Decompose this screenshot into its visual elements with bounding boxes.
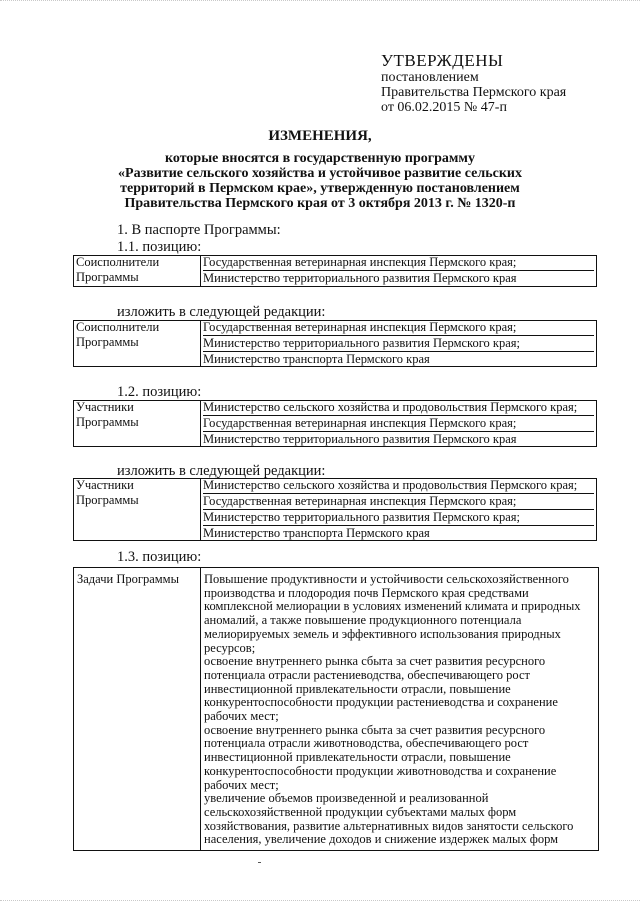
restate-label: изложить в следующей редакции: [117, 463, 326, 479]
item-1-1-table [73, 255, 597, 287]
position-name-cell [74, 479, 201, 541]
cell-text: Соисполнители [76, 255, 160, 269]
text-line: сельскохозяйственной продукции субъектами малых форм [204, 804, 517, 819]
cell-line: Министерство территориального развития Пермского края; [203, 511, 594, 526]
task-paragraph [204, 573, 595, 655]
cell-line: Министерство территориального развития Пермского края [203, 271, 517, 285]
position-name-cell [74, 321, 201, 367]
cell-text: Программы [76, 335, 139, 349]
approval-block [381, 52, 631, 115]
cell-text: Соисполнители [76, 320, 160, 334]
cell-line: Министерство транспорта Пермского края [203, 526, 430, 540]
task-paragraph [204, 655, 595, 724]
text-line: аномалий, а также повышение продукционного потенциала [204, 613, 522, 628]
position-name-cell: Задачи Программы [74, 568, 201, 851]
cell-line: Министерство сельского хозяйства и продовольствия Пермского края; [203, 401, 594, 416]
cell-text: Программы [76, 415, 139, 429]
cell-line: Министерство территориального развития Пермского края [203, 432, 517, 446]
cell-line: Государственная ветеринарная инспекция Пермского края; [203, 495, 594, 510]
text-line: ресурсов; [204, 640, 256, 655]
cell-line: Министерство сельского хозяйства и продовольствия Пермского края; [203, 479, 594, 494]
text-line: производства и плодородия почв Пермского края средствами [204, 585, 529, 600]
text-line: хозяйствования, развитие альтернативных видов занятости сельского [204, 818, 574, 833]
title-line: которые вносятся в государственную программу [165, 151, 475, 166]
text-line: освоение внутреннего рынка сбыта за счет развития ресурсного [204, 722, 546, 737]
approval-line: Правительства Пермского края [381, 85, 567, 100]
cell-text: Программы [76, 270, 139, 284]
top-scan-border [0, 0, 640, 3]
text-line: инвестиционной привлекательности отрасли, повышение [204, 681, 511, 696]
text-line: мелиорируемых земель и эффективного использования природных [204, 626, 561, 641]
text-line: освоение внутреннего рынка сбыта за счет развития ресурсного [204, 654, 546, 669]
restate-label: изложить в следующей редакции: [117, 304, 326, 320]
item-1-3-label: 1.3. позицию: [117, 549, 202, 565]
item-1-2-table [73, 400, 597, 447]
title-line: Правительства Пермского края от 3 октября 2013 г. № 1320-п [124, 196, 516, 211]
position-value-cell [201, 568, 599, 851]
cell-text: Участники [76, 400, 134, 414]
position-value-cell [201, 401, 597, 447]
item-1-2-new-table [73, 478, 597, 541]
text-line: рабочих мест; [204, 709, 279, 724]
text-line: населения, увеличение доходов и снижение издержек малых форм [204, 832, 559, 847]
cell-text: Программы [76, 493, 139, 507]
cell-line: Министерство транспорта Пермского края [203, 352, 430, 366]
position-value-cell [201, 256, 597, 287]
text-line: инвестиционной привлекательности отрасли, повышение [204, 750, 511, 765]
task-paragraph [204, 724, 595, 793]
position-value-cell [201, 479, 597, 541]
item-1-3-table [73, 567, 599, 851]
position-name-cell [74, 401, 201, 447]
text-line: рабочих мест; [204, 777, 279, 792]
text-line: комплексной мелиорации в условиях изменений климата и природных [204, 599, 581, 614]
cell-line: Министерство территориального развития Пермского края; [203, 337, 594, 352]
scan-mark [258, 862, 261, 863]
item-1-2-label: 1.2. позицию: [117, 384, 202, 400]
bottom-scan-border [0, 900, 640, 903]
title-line: «Развитие сельского хозяйства и устойчивое развитие сельских [118, 166, 522, 181]
approval-heading: УТВЕРЖДЕНЫ [381, 51, 504, 70]
item-1-1-label: 1.1. позицию: [117, 239, 202, 255]
cell-line: Государственная ветеринарная инспекция Пермского края; [203, 256, 594, 271]
document-title: ИЗМЕНЕНИЯ, [268, 128, 372, 144]
text-line: потенциала отрасли животноводства, обеспечивающего рост [204, 736, 529, 751]
section-heading: 1. В паспорте Программы: [117, 222, 281, 238]
text-line: конкурентоспособности продукции животноводства и сохранение [204, 763, 557, 778]
position-value-cell [201, 321, 597, 367]
text-line: Повышение продуктивности и устойчивости сельскохозяйственного [204, 572, 569, 586]
text-line: конкурентоспособности продукции растениеводства и сохранение [204, 695, 558, 710]
cell-text: Участники [76, 478, 134, 492]
position-name-cell [74, 256, 201, 287]
item-1-1-new-table [73, 320, 597, 367]
cell-line: Государственная ветеринарная инспекция Пермского края; [203, 321, 594, 336]
cell-line: Государственная ветеринарная инспекция Пермского края; [203, 417, 594, 432]
approval-line: постановлением [381, 70, 479, 85]
task-paragraph [204, 792, 595, 847]
title-line: территорий в Пермском крае», утвержденную постановлением [120, 181, 520, 196]
text-line: потенциала отрасли растениеводства, обеспечивающего рост [204, 667, 530, 682]
text-line: увеличение объемов произведенной и реализованной [204, 791, 489, 806]
approval-line: от 06.02.2015 № 47-п [381, 100, 507, 115]
